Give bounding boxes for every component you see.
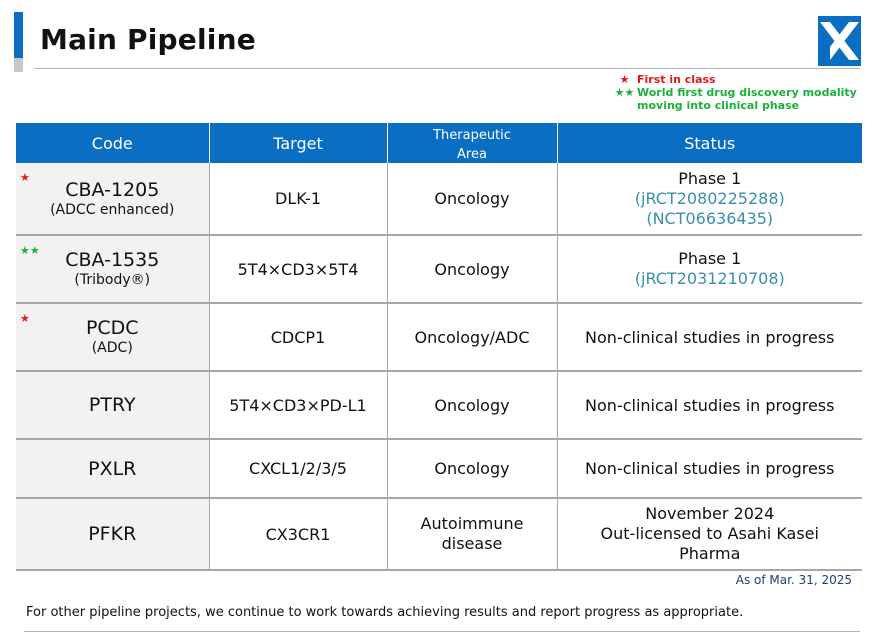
status-cell [557, 235, 862, 303]
table-row [16, 439, 862, 498]
target-cell: 5T4×CD3×5T4 [209, 235, 387, 303]
area-line1: Autoimmune [420, 514, 524, 533]
status-line: Pharma [679, 544, 741, 563]
legend-world-first-label [637, 86, 857, 112]
company-logo-icon [818, 16, 861, 66]
column-header-target: Target [209, 123, 387, 163]
area-cell: Oncology [387, 371, 557, 439]
trial-id-link[interactable]: (jRCT2031210708) [634, 269, 785, 288]
area-cell: Oncology [387, 163, 557, 235]
code-subtitle: (Tribody®) [74, 272, 151, 288]
table-row [16, 498, 862, 570]
table-row [16, 371, 862, 439]
area-cell [387, 498, 557, 570]
target-cell: CXCL1/2/3/5 [209, 439, 387, 498]
pipeline-table [16, 123, 862, 571]
column-header-code: Code [16, 123, 209, 163]
footnote: For other pipeline projects, we continue to work towards achieving results and report progress as appropriate. [26, 605, 744, 620]
title-accent-bar-gray [14, 58, 23, 72]
status-cell [557, 163, 862, 235]
legend-world-first-line1: World first drug discovery modality [637, 86, 857, 99]
code-subtitle: (ADC) [91, 340, 133, 356]
legend-world-first [612, 86, 857, 112]
status-phase: Phase 1 [678, 249, 742, 268]
code-cell [16, 371, 209, 439]
table-row [16, 235, 862, 303]
code-cell [16, 303, 209, 371]
status-line: November 2024 [645, 504, 775, 523]
area-line2: disease [441, 534, 503, 553]
red-star-icon: ★ [619, 73, 630, 86]
status-cell: Non-clinical studies in progress [557, 439, 862, 498]
footer-divider [24, 631, 860, 632]
code-cell [16, 439, 209, 498]
status-cell [557, 498, 862, 570]
status-phase: Phase 1 [678, 168, 742, 188]
status-cell: Non-clinical studies in progress [557, 371, 862, 439]
legend [612, 73, 857, 112]
code-name: CBA-1535 [65, 249, 160, 271]
page-title: Main Pipeline [40, 23, 256, 56]
target-cell: CX3CR1 [209, 498, 387, 570]
column-header-therapeutic-line2: Area [457, 147, 487, 162]
legend-world-first-line2: moving into clinical phase [637, 99, 800, 112]
green-double-star-icon: ★★ [614, 86, 635, 99]
code-name: PFKR [88, 523, 137, 545]
area-cell: Oncology [387, 439, 557, 498]
column-header-status: Status [557, 123, 862, 163]
status-line: Out-licensed to Asahi Kasei [600, 524, 819, 543]
trial-id-link[interactable]: (jRCT2080225288) [634, 188, 785, 208]
code-cell [16, 163, 209, 235]
code-name: PTRY [88, 394, 136, 416]
code-cell [16, 235, 209, 303]
code-name: CBA-1205 [65, 178, 160, 201]
code-cell [16, 498, 209, 570]
column-header-therapeutic-area [387, 123, 557, 163]
target-cell: CDCP1 [209, 303, 387, 371]
table-row [16, 163, 862, 235]
red-star-icon: ★ [20, 171, 30, 184]
green-double-star-icon: ★★ [20, 244, 40, 257]
target-cell: DLK-1 [209, 163, 387, 235]
legend-first-in-class [612, 73, 857, 86]
table-row [16, 303, 862, 371]
legend-first-in-class-label: First in class [637, 73, 716, 86]
red-star-icon: ★ [20, 312, 30, 325]
as-of-date: As of Mar. 31, 2025 [735, 573, 852, 587]
code-subtitle: (ADCC enhanced) [50, 201, 175, 218]
code-name: PXLR [88, 457, 137, 480]
area-cell: Oncology/ADC [387, 303, 557, 371]
target-cell: 5T4×CD3×PD-L1 [209, 371, 387, 439]
table-header-row [16, 123, 862, 163]
trial-id-link[interactable]: (NCT06636435) [646, 208, 774, 228]
code-name: PCDC [85, 317, 139, 339]
title-accent-bar [14, 12, 23, 58]
status-cell: Non-clinical studies in progress [557, 303, 862, 371]
column-header-therapeutic-line1: Therapeutic [433, 128, 511, 143]
title-divider [34, 68, 860, 69]
area-cell: Oncology [387, 235, 557, 303]
